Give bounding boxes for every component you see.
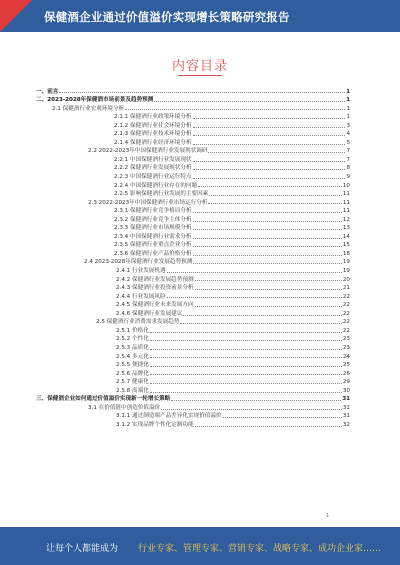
toc-entry-leader <box>161 408 342 410</box>
table-of-contents <box>36 86 350 428</box>
toc-entry-leader <box>150 348 342 350</box>
toc-entry-leader <box>150 356 342 358</box>
toc-entry-page: 1 <box>346 105 350 112</box>
toc-entry-label: 2.5.4 多元化 <box>116 353 149 360</box>
toc-entry-page: 22 <box>342 293 350 300</box>
toc-entry-leader <box>193 168 346 170</box>
toc-entry-label: 二、2023-2028年保健酒市场前景及趋势预测 <box>36 97 154 104</box>
toc-entry-page: 13 <box>342 225 350 232</box>
toc-entry[interactable] <box>36 325 350 334</box>
toc-entry-leader <box>193 177 346 179</box>
toc-entry-leader <box>195 288 342 290</box>
toc-entry-label: 2.1 保健酒行业宏观环境分析 <box>52 105 125 112</box>
toc-entry-leader <box>193 211 342 213</box>
toc-entry-page: 29 <box>342 379 350 386</box>
toc-entry-leader <box>167 271 342 273</box>
toc-entry-leader <box>193 126 346 128</box>
toc-entry[interactable] <box>36 351 350 360</box>
toc-entry-page: 12 <box>342 216 350 223</box>
toc-entry-label: 2.4.2 保健酒行业发展趋势预测 <box>116 276 194 283</box>
toc-entry-page: 11 <box>342 199 350 206</box>
toc-entry-page: 22 <box>342 327 350 334</box>
toc-entry-page: 31 <box>342 413 350 420</box>
toc-entry-label: 2.2.4 中国保健酒行业存在的问题 <box>114 182 198 189</box>
toc-heading: 内容目录 <box>171 59 228 74</box>
toc-entry-label: 2.5.5 便捷化 <box>116 362 149 369</box>
report-title: 保健酒企业通过价值溢价实现增长策略研究报告 <box>44 10 290 24</box>
toc-entry-page: 31 <box>342 404 350 411</box>
toc-entry[interactable] <box>36 146 350 155</box>
toc-entry[interactable] <box>36 206 350 215</box>
toc-entry-leader <box>150 391 342 393</box>
toc-entry[interactable] <box>36 360 350 369</box>
toc-entry-page: 22 <box>342 319 350 326</box>
page-number: 1 <box>326 513 330 519</box>
toc-entry-label: 2.5.1 价格化 <box>116 327 149 334</box>
toc-entry-label: 2.1.2 保健酒行业社会环境分析 <box>114 122 192 129</box>
toc-heading-underline <box>178 75 222 76</box>
toc-entry-label: 2.5 保健酒行业消费需求发展趋势 <box>96 319 180 326</box>
toc-entry-page: 7 <box>346 148 350 155</box>
toc-entry[interactable] <box>36 411 350 420</box>
toc-entry[interactable] <box>36 112 350 121</box>
report-header <box>0 0 400 32</box>
toc-entry-leader <box>154 100 345 102</box>
toc-entry-page: 19 <box>342 268 350 275</box>
toc-entry-leader <box>208 151 345 153</box>
toc-entry-page: 8 <box>346 165 350 172</box>
toc-entry-leader <box>150 339 342 341</box>
toc-entry[interactable] <box>36 283 350 292</box>
toc-entry-leader <box>209 194 342 196</box>
toc-entry[interactable] <box>36 274 350 283</box>
toc-entry-page: 22 <box>342 302 350 309</box>
toc-entry-leader <box>193 262 342 264</box>
toc-entry-leader <box>195 305 342 307</box>
toc-entry[interactable] <box>36 231 350 240</box>
toc-entry-leader <box>198 185 342 187</box>
toc-entry-page: 24 <box>342 353 350 360</box>
toc-entry[interactable] <box>36 197 350 206</box>
toc-entry[interactable] <box>36 377 350 386</box>
toc-entry-label: 2.5.6 品牌化 <box>116 370 149 377</box>
toc-entry-label: 2.4 2023-2028年保健酒行业发展趋势预测 <box>84 259 193 266</box>
toc-entry[interactable] <box>36 240 350 249</box>
toc-entry[interactable] <box>36 385 350 394</box>
toc-entry-leader <box>193 237 342 239</box>
toc-entry-label: 2.3.2 保健酒行业竞争主体分析 <box>114 216 192 223</box>
toc-entry-page: 11 <box>342 191 350 198</box>
toc-entry-page: 5 <box>346 139 350 146</box>
toc-entry[interactable] <box>36 308 350 317</box>
toc-entry-page: 4 <box>346 131 350 138</box>
toc-entry-page: 32 <box>342 421 350 428</box>
toc-entry-page: 26 <box>342 370 350 377</box>
toc-entry-page: 9 <box>346 174 350 181</box>
toc-entry-leader <box>195 279 342 281</box>
toc-entry[interactable] <box>36 257 350 266</box>
toc-entry-label: 2.1.4 保健酒行业经济环境分析 <box>114 139 192 146</box>
toc-entry-page: 19 <box>342 259 350 266</box>
toc-entry[interactable] <box>36 402 350 411</box>
toc-entry-leader <box>193 254 342 256</box>
toc-entry-leader <box>193 160 346 162</box>
toc-entry-label: 2.1.1 保健酒行业政策环境分析 <box>114 114 192 121</box>
toc-entry-leader <box>195 425 342 427</box>
footer-slogan-left: 让每个人都能成为 <box>46 544 119 554</box>
toc-entry-label: 2.5.3 品质化 <box>116 344 149 351</box>
toc-entry-label: 2.4.1 行业发展机遇 <box>116 268 166 275</box>
toc-entry-leader <box>150 382 342 384</box>
toc-entry-label: 2.5.2 个性化 <box>116 336 149 343</box>
toc-entry-label: 2.4.4 行业发展风险 <box>116 293 166 300</box>
toc-entry[interactable] <box>36 120 350 129</box>
toc-entry[interactable] <box>36 419 350 428</box>
toc-entry-label: 2.4.3 保健酒行业投资前景分析 <box>116 285 194 292</box>
toc-entry[interactable] <box>36 214 350 223</box>
toc-entry-label: 2.2.2 保健酒行业发展现状分析 <box>114 165 192 172</box>
toc-entry[interactable] <box>36 394 350 403</box>
toc-entry-leader <box>208 202 341 204</box>
toc-entry-leader <box>125 108 345 110</box>
toc-entry[interactable] <box>36 180 350 189</box>
toc-entry-leader <box>150 373 342 375</box>
toc-entry-leader <box>223 416 342 418</box>
toc-entry-label: 2.2.5 影响保健酒行业发展的主要因素 <box>114 191 209 198</box>
toc-entry[interactable] <box>36 291 350 300</box>
toc-entry-leader <box>193 228 342 230</box>
toc-entry[interactable] <box>36 189 350 198</box>
toc-entry-label: 2.3.5 保健酒行业重点企业分析 <box>114 242 192 249</box>
toc-entry[interactable] <box>36 163 350 172</box>
toc-entry-page: 1 <box>346 88 350 95</box>
toc-entry-label: 2.4.6 保健酒行业发展建议 <box>116 310 183 317</box>
toc-entry-page: 18 <box>342 250 350 257</box>
toc-entry[interactable] <box>36 137 350 146</box>
toc-entry-page: 1 <box>346 114 350 121</box>
toc-entry-leader <box>167 296 342 298</box>
toc-entry-leader <box>180 322 341 324</box>
toc-entry[interactable] <box>36 334 350 343</box>
toc-entry[interactable] <box>36 95 350 104</box>
header-corner-accent <box>0 0 32 32</box>
toc-entry[interactable] <box>36 317 350 326</box>
toc-entry-label: 三、保健酒企业如何通过价值溢价实现新一轮增长策略 <box>36 396 171 403</box>
toc-entry-label: 3.1 在价值链中创造价值溢价 <box>88 404 161 411</box>
toc-entry-label: 2.3.6 保健酒行业产品价格分析 <box>114 250 192 257</box>
report-footer <box>0 527 400 565</box>
toc-entry[interactable] <box>36 300 350 309</box>
toc-entry[interactable] <box>36 342 350 351</box>
toc-entry[interactable] <box>36 103 350 112</box>
toc-entry[interactable] <box>36 86 350 95</box>
toc-entry-page: 10 <box>342 182 350 189</box>
toc-entry-leader <box>193 143 346 145</box>
toc-entry[interactable] <box>36 223 350 232</box>
toc-entry-label: 2.3 2022-2023年中国保健酒行业市场运行分析 <box>88 199 208 206</box>
toc-entry-page: 23 <box>342 344 350 351</box>
toc-entry-page: 31 <box>342 396 350 403</box>
toc-entry-label: 2.1.3 保健酒行业技术环境分析 <box>114 131 192 138</box>
toc-entry-label: 2.3.4 中国保健酒行业需求分析 <box>114 233 192 240</box>
toc-entry-label: 2.2 2022-2023年中国保健酒行业发展现状调研 <box>88 148 208 155</box>
toc-entry-page: 3 <box>346 122 350 129</box>
toc-entry-label: 3.1.1 通过制造端产品差异化实现价值溢价 <box>116 413 222 420</box>
toc-entry-label: 2.5.7 健康化 <box>116 379 149 386</box>
toc-entry-page: 23 <box>342 336 350 343</box>
toc-entry-label: 2.2.3 中国保健酒行业运行特点 <box>114 174 192 181</box>
toc-entry-leader <box>150 331 342 333</box>
toc-entry[interactable] <box>36 265 350 274</box>
toc-entry-page: 11 <box>342 208 350 215</box>
toc-entry-page: 20 <box>342 276 350 283</box>
toc-entry[interactable] <box>36 129 350 138</box>
toc-entry[interactable] <box>36 154 350 163</box>
toc-entry-page: 22 <box>342 310 350 317</box>
toc-entry[interactable] <box>36 248 350 257</box>
toc-entry-label: 2.3.1 保健酒行业竞争格局分析 <box>114 208 192 215</box>
toc-entry-label: 2.2.1 中国保健酒行业发展现状 <box>114 156 192 163</box>
toc-entry-label: 3.1.2 实现品牌个性化定制功能 <box>116 421 194 428</box>
toc-entry[interactable] <box>36 368 350 377</box>
toc-entry-leader <box>171 399 341 401</box>
toc-entry-leader <box>183 314 342 316</box>
toc-entry-leader <box>193 134 346 136</box>
footer-slogan-right: 行业专家、管理专家、营销专家、战略专家、成功企业家…… <box>138 544 382 554</box>
toc-entry-page: 14 <box>342 233 350 240</box>
toc-entry-label: 2.3.3 保健酒行业市场规模分析 <box>114 225 192 232</box>
toc-entry-leader <box>59 91 345 93</box>
toc-entry-label: 2.5.8 高端化 <box>116 387 149 394</box>
toc-entry-leader <box>193 117 346 119</box>
toc-entry-page: 7 <box>346 156 350 163</box>
toc-entry-label: 一、前言 <box>36 88 59 95</box>
toc-entry-leader <box>150 365 342 367</box>
toc-entry-page: 25 <box>342 362 350 369</box>
toc-entry-leader <box>193 220 342 222</box>
toc-entry-page: 21 <box>342 285 350 292</box>
toc-entry-leader <box>193 245 342 247</box>
toc-entry-page: 15 <box>342 242 350 249</box>
toc-entry[interactable] <box>36 171 350 180</box>
toc-entry-label: 2.4.5 保健酒行业未来发展方向 <box>116 302 194 309</box>
toc-entry-page: 1 <box>346 97 350 104</box>
toc-entry-page: 30 <box>342 387 350 394</box>
